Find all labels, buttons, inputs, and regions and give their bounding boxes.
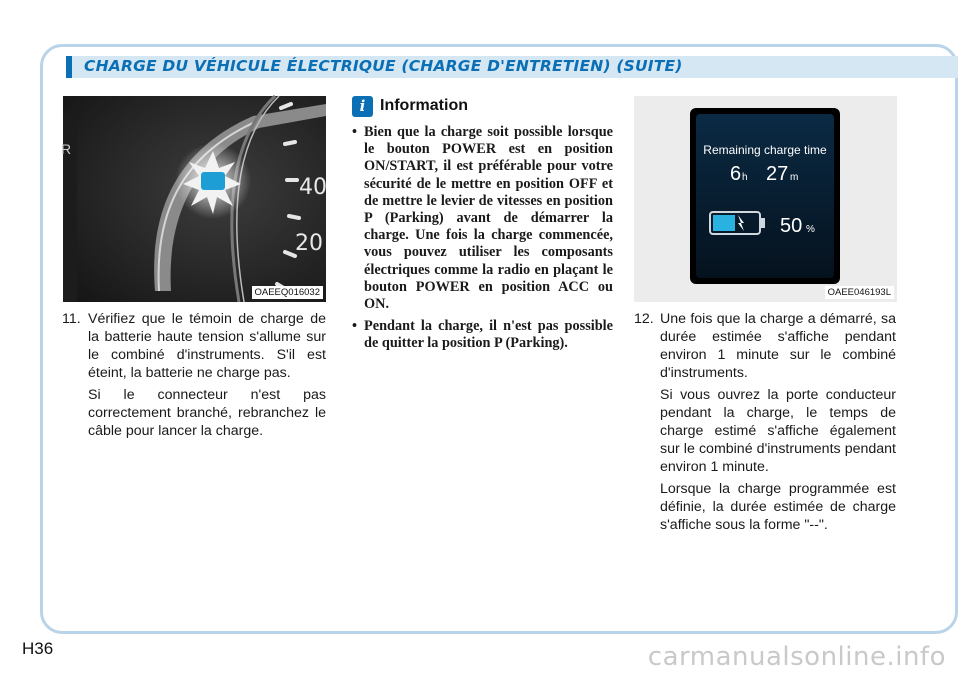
figure-code-left: OAEEQ016032 <box>252 286 324 299</box>
charge-lamp-icon <box>201 172 225 190</box>
step-12-block <box>634 310 896 534</box>
page-number: H36 <box>22 639 54 658</box>
display-hours: 6 <box>730 163 742 185</box>
step-12-text: Une fois que la charge a démarré, sa durée estimée s'affiche pendant environ 1 minute sur le combiné d'instruments. <box>660 311 896 381</box>
bullet: • <box>352 124 358 140</box>
display-percent-unit: % <box>806 224 815 235</box>
information-item: • Bien que la charge soit possible lorsque le bouton POWER est en position ON/START, il est préférable pour votre sécurité de le mettre en position OFF et de mettre le levier de vitesses en position P (Parking) avant de démarrer la charge. Une fois la charge commencée, vous pouvez utiliser les composants électriques comme la radio en plaçant le bouton POWER en position ACC ou ON. <box>352 124 613 313</box>
information-title: Information <box>380 97 468 114</box>
display-title: Remaining charge time <box>703 143 827 157</box>
section-title: CHARGE DU VÉHICULE ÉLECTRIQUE (CHARGE D'ENTRETIEN) (SUITE) <box>84 57 683 75</box>
watermark: carmanualsonline.info <box>647 642 946 672</box>
battery-fill <box>713 215 735 231</box>
display-percent: 50 <box>780 215 803 237</box>
figure-code-right: OAEE046193L <box>825 286 894 299</box>
section-header-accent <box>66 56 72 78</box>
gauge-label-40: 40 <box>299 175 327 200</box>
step-11 <box>62 310 326 382</box>
info-icon: i <box>352 96 373 117</box>
step-11-block <box>62 310 326 440</box>
display-minutes-unit: m <box>790 172 799 183</box>
display-minutes: 27 <box>766 163 789 185</box>
step-11-text: Vérifiez que le témoin de charge de la batterie haute tension s'allume sur le combiné d'instruments. S'il est éteint, la batterie ne charge pas. <box>88 311 326 381</box>
gauge-label-20: 20 <box>295 231 323 256</box>
figure-charging-indicator <box>63 96 326 302</box>
step-12-number: 12. <box>634 311 654 327</box>
display-illustration <box>634 96 897 302</box>
step-12-note-2: Lorsque la charge programmée est définie, la durée estimée de charge s'affiche sous la forme "--". <box>660 481 896 533</box>
bullet: • <box>352 318 358 335</box>
information-item: • Pendant la charge, il n'est pas possible de quitter la position P (Parking). <box>352 318 613 352</box>
cluster-illustration <box>63 96 326 302</box>
step-11-note: Si le connecteur n'est pas correctement branché, rebranchez le câble pour lancer la charge. <box>88 387 326 439</box>
step-12 <box>634 310 896 382</box>
information-list <box>352 124 613 358</box>
cluster-edge-letter: R <box>61 141 72 157</box>
figure-remaining-charge-time <box>634 96 897 302</box>
step-12-note-1: Si vous ouvrez la porte conducteur pendant la charge, le temps de charge estimé s'affiche également sur le combiné d'instruments pendant environ 1 minute. <box>660 387 896 475</box>
step-11-number: 11. <box>62 311 81 327</box>
display-hours-unit: h <box>742 172 748 183</box>
